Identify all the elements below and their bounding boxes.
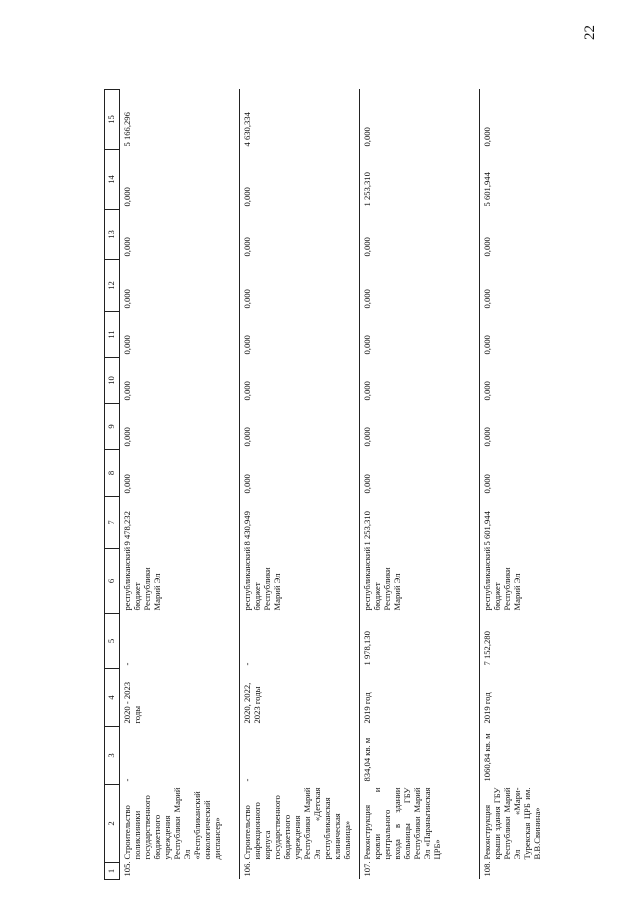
capacity-cell: - [122, 778, 132, 782]
period-cell: 2020 - 2023 годы [122, 681, 142, 724]
col-header-6: 6 [105, 549, 120, 614]
col-header-15: 15 [105, 90, 120, 150]
row-index: 105. [122, 861, 132, 877]
value-cell: 0,000 [122, 237, 132, 257]
value-cell: 4 630,334 [240, 90, 360, 150]
col-header-11: 11 [105, 312, 120, 358]
object-name: Строительство поликлиники государственного бюджетного учреждения Республики Марий Эл «Республиканский онкологический диспансер» [122, 787, 222, 860]
source-cell: республиканский бюджет Республики Марий Эл [240, 549, 360, 614]
source-cell: республиканский бюджет Республики Марий Эл [480, 549, 600, 614]
value-cell: 0,000 [122, 187, 132, 207]
value-cell: 0,000 [122, 289, 132, 309]
table-row [120, 90, 240, 880]
value-cell: 0,000 [240, 210, 360, 260]
cost-cell: - [122, 662, 132, 666]
value-cell: 0,000 [480, 358, 600, 404]
data-table [104, 89, 600, 880]
row-index: 107. [360, 863, 480, 880]
value-cell: 0,000 [240, 150, 360, 210]
row-index: 106. [240, 863, 360, 880]
capacity-cell: 834,04 кв. м [360, 727, 480, 785]
cost-cell: 7 152,280 [480, 614, 600, 669]
col-header-7: 7 [105, 497, 120, 549]
value-cell: 0,000 [240, 358, 360, 404]
header-row [105, 90, 120, 880]
col-header-4: 4 [105, 669, 120, 727]
value-cell: 0,000 [360, 450, 480, 497]
period-cell: 2020, 2022, 2023 годы [240, 669, 360, 727]
value-cell: 1 253,310 [360, 150, 480, 210]
value-cell: 0,000 [360, 210, 480, 260]
value-cell: 0,000 [360, 312, 480, 358]
total-cell: 9 478,232 [122, 511, 132, 546]
capacity-cell: - [240, 727, 360, 785]
value-cell: 0,000 [360, 90, 480, 150]
capacity-cell: 1060,84 кв. м [480, 727, 600, 785]
col-header-10: 10 [105, 358, 120, 404]
table-row [480, 90, 600, 880]
value-cell: 0,000 [480, 404, 600, 450]
col-header-12: 12 [105, 260, 120, 312]
col-header-2: 2 [105, 785, 120, 863]
object-name: Реконструкция крыши здания ГБУ Республики Марий Эл «Мари-Турекская ЦРБ им. В.В.Свинина» [480, 785, 600, 863]
value-cell: 0,000 [122, 427, 132, 447]
table-row [360, 90, 480, 880]
value-cell: 5 166,296 [122, 112, 132, 147]
object-name: Реконструкция кровли и центрального входа в здании больницы ГБУ Республики Марий Эл «Параньгинская ЦРБ» [360, 785, 480, 863]
value-cell: 0,000 [360, 358, 480, 404]
table-row [240, 90, 360, 880]
value-cell: 0,000 [480, 210, 600, 260]
source-cell: республиканский бюджет Республики Марий Эл [122, 546, 162, 611]
investment-table [104, 90, 624, 880]
period-cell: 2019 год [360, 669, 480, 727]
value-cell: 0,000 [360, 404, 480, 450]
value-cell: 0,000 [480, 450, 600, 497]
value-cell: 0,000 [240, 312, 360, 358]
value-cell: 0,000 [480, 260, 600, 312]
col-header-9: 9 [105, 404, 120, 450]
value-cell: 0,000 [240, 404, 360, 450]
value-cell: 0,000 [240, 450, 360, 497]
col-header-13: 13 [105, 210, 120, 260]
value-cell: 0,000 [360, 260, 480, 312]
total-cell: 8 430,949 [240, 497, 360, 549]
row-index: 108. [480, 863, 600, 880]
value-cell: 5 601,944 [480, 150, 600, 210]
value-cell: 0,000 [480, 90, 600, 150]
cost-cell: 1 978,130 [360, 614, 480, 669]
value-cell: 0,000 [122, 474, 132, 494]
col-header-3: 3 [105, 727, 120, 785]
object-name: Строительство инфекционного корпуса государственного бюджетного учреждения Республики Марий Эл «Детская республиканская клиническая больница» [240, 785, 360, 863]
col-header-1: 1 [105, 863, 120, 880]
col-header-8: 8 [105, 450, 120, 497]
value-cell: 0,000 [480, 312, 600, 358]
page-number: 22 [582, 25, 598, 40]
value-cell: 0,000 [122, 381, 132, 401]
cost-cell: - [240, 614, 360, 669]
total-cell: 1 253,310 [360, 497, 480, 549]
period-cell: 2019 год [480, 669, 600, 727]
source-cell: республиканский бюджет Республики Марий Эл [360, 549, 480, 614]
value-cell: 0,000 [240, 260, 360, 312]
total-cell: 5 601,944 [480, 497, 600, 549]
col-header-14: 14 [105, 150, 120, 210]
value-cell: 0,000 [122, 335, 132, 355]
col-header-5: 5 [105, 614, 120, 669]
